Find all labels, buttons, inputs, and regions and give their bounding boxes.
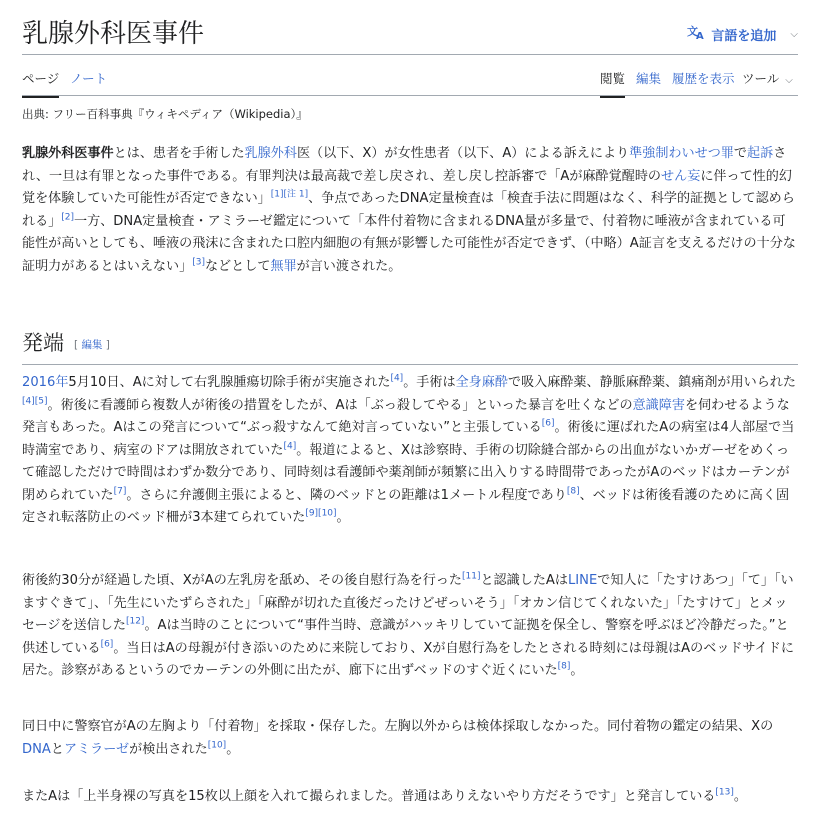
text: 。当日はAの母親が付き添いのために来院しており、Xが自慰行為をしたとされる時刻には母親はAのベッドサイドに居た。診察があるというのでカーテンの外側に出たが、廊下に出ずベッドのすぐ近くにいた: [22, 640, 794, 678]
paragraph-2: [22, 570, 798, 683]
text: 。さらに弁護側主張によると、隣のベッドとの距離は1メートル程度であり: [126, 487, 567, 503]
text: 、争点であったDNA定量検査は「検査手法に問題はなく、科学的証拠として認められる」: [22, 191, 795, 229]
section-edit: [ 編集 ]: [74, 338, 110, 351]
title-row: [22, 0, 798, 55]
text: 5月10日、Aに対して右乳腺腫瘍切除手術が実施された: [68, 375, 391, 390]
text: で吸入麻酔薬、静脈麻酔薬、鎮痛剤が用いられた: [507, 375, 796, 390]
article-page: [22, 0, 798, 804]
tabs-row: [22, 55, 798, 96]
text: が検出された: [129, 741, 208, 757]
text: 。: [336, 510, 350, 525]
reference-link[interactable]: [13]: [715, 787, 734, 798]
reference-link[interactable]: [7]: [113, 486, 127, 497]
source-note: 出典: フリー百科事典『ウィキペディア（Wikipedia）』: [22, 107, 308, 121]
link-delirium[interactable]: せん妄: [661, 168, 701, 184]
reference-link[interactable]: [10]: [207, 740, 227, 751]
paragraph-4: [22, 786, 798, 809]
link-crime[interactable]: 準強制わいせつ罪: [629, 146, 734, 161]
reference-link[interactable]: [9][10]: [305, 508, 337, 519]
section-title: 発端: [22, 331, 64, 355]
paragraph-1: [22, 372, 798, 530]
link-dna[interactable]: DNA: [22, 741, 51, 757]
tools-label: ツール: [742, 71, 780, 86]
page-title: 乳腺外科医事件: [22, 19, 205, 49]
text: で: [733, 146, 747, 161]
link-breast-surgery[interactable]: 乳腺外科: [244, 146, 297, 161]
reference-link[interactable]: [2]: [61, 212, 75, 223]
text: 。Aは当時のことについて“事件当時、意識がハッキリしていて証拠を保全し、警察を呼ぶほど冷静だった。”と供述している: [22, 618, 789, 656]
link-amylase[interactable]: アミラーゼ: [63, 741, 130, 757]
text: 。報道によると、Xは診察時、手術の切除縫合部からの出血がないかガーゼをめくって確認しただけで時間はわずか数分であり、同時刻は看護師や薬剤師が頻繁に出入りする時間帯であったがAのベッドはカーテンが閉められていた: [22, 442, 790, 503]
text: され、一旦は有罪となった事件である。有罪判決は最高裁で差し戻され、差し戻し控訴審で「Aが麻酔覚醒時の: [22, 146, 787, 184]
chevron-down-icon: ⌵: [790, 28, 798, 40]
tab-page[interactable]: ページ: [22, 69, 59, 98]
reference-link[interactable]: [4]: [283, 441, 297, 452]
article-subject: 乳腺外科医事件: [22, 146, 114, 161]
text: と: [50, 741, 64, 757]
text: が言い渡された。: [296, 258, 402, 274]
text: 。: [733, 789, 747, 804]
text: を伺わせるような発言もあった。Aはこの発言について“ぶっ殺すなんて絶対言っていない”と主張している: [22, 397, 790, 435]
text: 同日中に警察官がAの左胸より「付着物」を採取・保存した。左胸以外からは検体採取しなかった。同付着物の鑑定の結果、Xの: [22, 719, 774, 734]
text: 術後約30分が経過した頃、XがAの左乳房を舐め、その後自慰行為を行った: [22, 573, 462, 588]
svg-text:A: A: [696, 31, 705, 40]
text: 。術後に看護師ら複数人が術後の措置をしたが、Aは「ぶっ殺してやる」といった暴言を吐くなどの: [47, 397, 633, 413]
text: 。術後に運ばれたAの病室は4人部屋で当時満室であり、病室のドアは開放されていた: [22, 420, 795, 458]
intro-paragraph: [22, 143, 798, 278]
reference-link[interactable]: [11]: [461, 571, 481, 582]
chevron-down-icon: ⌵: [785, 75, 793, 86]
text: 。手術は: [403, 375, 456, 390]
text: 。: [570, 663, 584, 678]
svg-text:文: 文: [687, 25, 699, 38]
link-line[interactable]: LINE: [568, 573, 598, 588]
add-language-button[interactable]: [687, 24, 798, 44]
link-acquittal[interactable]: 無罪: [270, 258, 297, 274]
text: に伴って性的幻覚を体験していた可能性が否定できない」: [22, 168, 792, 206]
section-heading: [22, 328, 798, 365]
reference-link[interactable]: [3]: [192, 257, 205, 268]
text: と認識したAは: [480, 573, 568, 588]
add-language-label: 言語を追加: [711, 28, 777, 44]
text: 。: [226, 741, 240, 757]
tools-menu[interactable]: [742, 69, 793, 87]
link-consciousness-disorder[interactable]: 意識障害: [632, 397, 685, 413]
link-indictment[interactable]: 起訴: [747, 146, 774, 161]
text: 、ベッドは術後看護のために高く固定され転落防止のベッド柵が3本建てられていた: [22, 487, 790, 525]
tab-history[interactable]: 履歴を表示: [672, 71, 735, 86]
link-general-anesthesia[interactable]: 全身麻酔: [455, 375, 508, 390]
reference-link[interactable]: [8]: [557, 661, 571, 672]
text: で知人に「たすけあつ」「て」「いますぐきて」、「先生にいたずらされた」「麻酔が切れた直後だったけどぜっいそう」「オカン信じてくれないた」「たすけて」とメッセージを送信した: [22, 573, 794, 633]
link-2016[interactable]: 2016年: [22, 375, 69, 390]
tab-edit[interactable]: 編集: [636, 71, 662, 86]
text: 医（以下、X）が女性患者（以下、A）による訴えにより: [296, 146, 630, 161]
text: とは、患者を手術した: [113, 146, 245, 161]
reference-link[interactable]: [8]: [566, 486, 580, 497]
reference-link[interactable]: [4][5]: [22, 396, 48, 407]
tab-read[interactable]: 閲覧: [600, 69, 625, 98]
reference-link[interactable]: [6]: [100, 639, 114, 650]
reference-link[interactable]: [6]: [541, 418, 555, 429]
section-edit-link[interactable]: 編集: [81, 338, 103, 351]
reference-link[interactable]: [1][注 1]: [270, 189, 309, 200]
translate-icon: [687, 24, 705, 44]
paragraph-3: [22, 716, 798, 761]
reference-link[interactable]: [4]: [390, 373, 404, 384]
reference-link[interactable]: [12]: [125, 616, 145, 627]
text: またAは「上半身裸の写真を15枚以上顔を入れて撮られました。普通はありえないやり方だそうです」と発言している: [22, 789, 716, 804]
text: 一方、DNA定量検査・アミラーゼ鑑定について「本件付着物に含まれるDNA量が多量で、付着物に唾液が含まれている可能性が高いとしても、唾液の飛沫に含まれた口腔内細胞の有無が影響した可能性が否定できず、（中略）A証言を支えるだけの十分な証明力があるとはいえない」: [22, 213, 796, 274]
text: などとして: [204, 258, 271, 274]
tab-talk[interactable]: ノート: [70, 71, 108, 86]
